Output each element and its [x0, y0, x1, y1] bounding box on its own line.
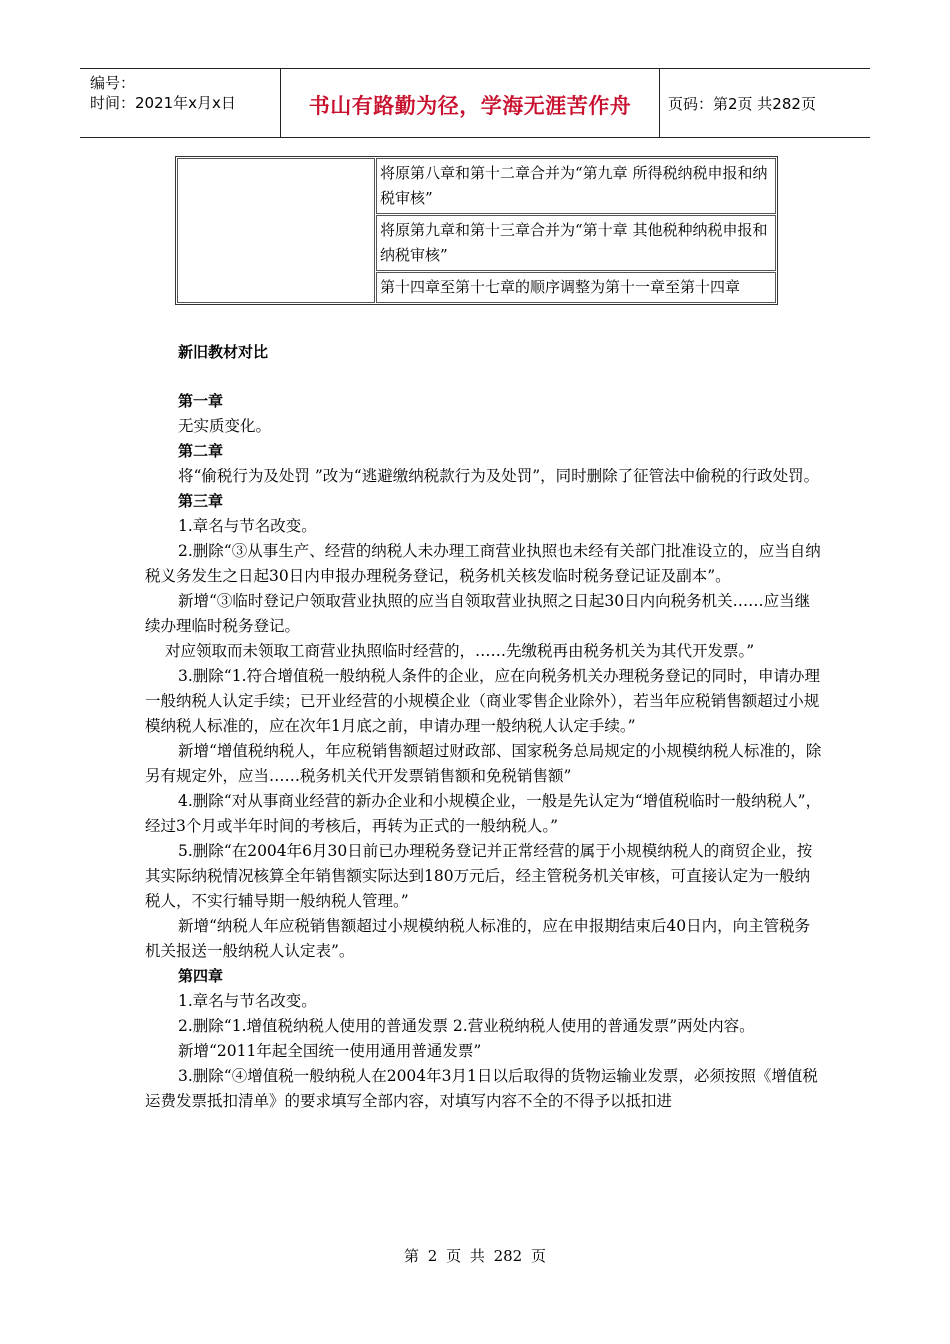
- paragraph: 1.章名与节名改变。: [178, 992, 317, 1010]
- chapter-3-title: 第三章: [178, 492, 224, 510]
- paragraph: 新增“③临时登记户领取营业执照的应当自领取营业执照之日起30日内向税务机关……应当继续办理临时税务登记。: [145, 592, 811, 635]
- paragraph: 新增“2011年起全国统一使用通用普通发票”: [178, 1042, 482, 1060]
- time-label: 时间：2021年x月x日: [90, 94, 236, 112]
- page-label: 页码：第2页 共282页: [668, 95, 816, 113]
- paragraph: 1.章名与节名改变。: [178, 517, 317, 535]
- header-motto-cell: [280, 69, 660, 137]
- table-cell: 第十四章至第十七章的顺序调整为第十一章至第十四章: [376, 272, 776, 303]
- paragraph: 4.删除“对从事商业经营的新办企业和小规模企业，一般是先认定为“增值税临时一般纳税人”，经过3个月或半年时间的考核后，再转为正式的一般纳税人。”: [145, 792, 822, 835]
- paragraph: 2.删除“③从事生产、经营的纳税人未办理工商营业执照也未经有关部门批准设立的，应当自纳税义务发生之日起30日内申报办理税务登记，税务机关核发临时税务登记证及副本”。: [145, 542, 821, 585]
- section-title: 新旧教材对比: [178, 343, 269, 361]
- paragraph: 对应领取而未领取工商营业执照临时经营的，……先缴税再由税务机关为其代开发票。”: [165, 642, 755, 660]
- table-empty-cell: [177, 158, 375, 303]
- motto: 书山有路勤为径，学海无涯苦作舟: [308, 94, 632, 118]
- paragraph: 3.删除“④增值税一般纳税人在2004年3月1日以后取得的货物运输业发票，必须按照《增值税运费发票抵扣清单》的要求填写全部内容，对填写内容不全的不得予以抵扣进: [145, 1067, 818, 1110]
- table-cell: 将原第八章和第十二章合并为“第九章 所得税纳税申报和纳税审核”: [376, 158, 776, 214]
- page-footer: 第 2 页 共 282 页: [403, 1247, 546, 1265]
- document-body: [145, 340, 825, 1114]
- number-label: 编号：: [90, 74, 136, 92]
- table-row: [177, 158, 776, 214]
- comparison-table: [175, 156, 778, 305]
- paragraph: 3.删除“1.符合增值税一般纳税人条件的企业，应在向税务机关办理税务登记的同时，申请办理一般纳税人认定手续；已开业经营的小规模企业（商业零售企业除外），若当年应税销售额超过小规模纳税人标准的，应在次年1月底之前，申请办理一般纳税人认定手续。”: [145, 667, 821, 735]
- paragraph: 新增“纳税人年应税销售额超过小规模纳税人标准的，应在申报期结束后40日内，向主管税务机关报送一般纳税人认定表”。: [145, 917, 811, 960]
- header-meta: [80, 69, 280, 137]
- chapter-2-title: 第二章: [178, 442, 224, 460]
- header-page-cell: [658, 69, 870, 137]
- chapter-4-title: 第四章: [178, 967, 224, 985]
- chapter-1-title: 第一章: [178, 392, 224, 410]
- paragraph: 新增“增值税纳税人，年应税销售额超过财政部、国家税务总局规定的小规模纳税人标准的，除另有规定外，应当……税务机关代开发票销售额和免税销售额”: [145, 742, 822, 785]
- page-header: [80, 68, 870, 138]
- paragraph: 无实质变化。: [178, 417, 272, 435]
- paragraph: 2.删除“1.增值税纳税人使用的普通发票 2.营业税纳税人使用的普通发票”两处内容。: [178, 1017, 755, 1035]
- paragraph: 5.删除“在2004年6月30日前已办理税务登记并正常经营的属于小规模纳税人的商贸企业，按其实际纳税情况核算全年销售额实际达到180万元后，经主管税务机关审核，可直接认定为一般纳税人，不实行辅导期一般纳税人管理。”: [145, 842, 813, 910]
- paragraph: 将“偷税行为及处罚 ”改为“逃避缴纳税款行为及处罚”，同时删除了征管法中偷税的行政处罚。: [178, 467, 820, 485]
- table-cell: 将原第九章和第十三章合并为“第十章 其他税种纳税申报和纳税审核”: [376, 215, 776, 271]
